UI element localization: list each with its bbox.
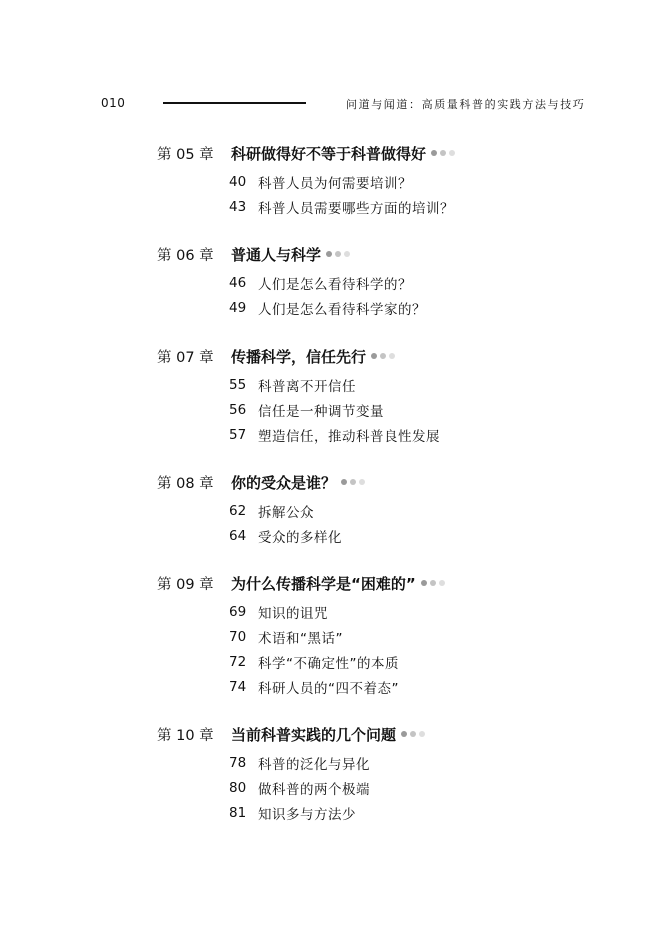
- chapter-dots-ornament: [371, 353, 395, 359]
- toc-entry: [229, 523, 617, 548]
- toc-entry: [229, 169, 617, 194]
- toc-entry: [229, 295, 617, 320]
- chapter-05: [157, 141, 617, 242]
- chapter-heading: [157, 722, 617, 746]
- chapter-10: [157, 722, 617, 825]
- entry-page-number: 46: [229, 274, 247, 291]
- toc-entry: [229, 270, 617, 295]
- chapter-label: 第 08 章: [157, 475, 214, 492]
- entry-title: 做科普的两个极端: [258, 781, 370, 798]
- entry-page-number: 72: [229, 653, 247, 670]
- entry-page-number: 43: [229, 198, 247, 215]
- chapter-label: 第 10 章: [157, 727, 214, 744]
- entry-page-number: 49: [229, 299, 247, 316]
- chapter-title: 传播科学，信任先行: [231, 347, 367, 366]
- chapter-title: 为什么传播科学是“困难的”: [231, 574, 416, 593]
- toc-entry: [229, 775, 617, 800]
- entry-title: 科研人员的“四不着态”: [258, 680, 399, 697]
- chapter-entries: [157, 750, 617, 825]
- entry-page-number: 57: [229, 426, 247, 443]
- chapter-heading: [157, 470, 617, 494]
- chapter-09: [157, 571, 617, 722]
- toc-entry: [229, 372, 617, 397]
- entry-title: 知识的诅咒: [258, 605, 328, 622]
- entry-title: 受众的多样化: [258, 529, 342, 546]
- chapter-heading: [157, 571, 617, 595]
- table-of-contents: [157, 141, 617, 825]
- entry-title: 人们是怎么看待科学的？: [258, 276, 412, 293]
- chapter-entries: [157, 498, 617, 548]
- entry-page-number: 55: [229, 376, 247, 393]
- entry-page-number: 56: [229, 401, 247, 418]
- entry-title: 信任是一种调节变量: [258, 403, 384, 420]
- chapter-title: 科研做得好不等于科普做得好: [231, 144, 427, 163]
- entry-title: 科学“不确定性”的本质: [258, 655, 399, 672]
- entry-page-number: 80: [229, 779, 247, 796]
- entry-page-number: 78: [229, 754, 247, 771]
- chapter-07: [157, 344, 617, 470]
- page-number: 010: [101, 96, 126, 110]
- entry-title: 科普的泛化与异化: [258, 756, 370, 773]
- chapter-entries: [157, 169, 617, 219]
- entry-page-number: 64: [229, 527, 247, 544]
- chapter-08: [157, 470, 617, 571]
- toc-entry: [229, 750, 617, 775]
- running-title: 问道与闻道：高质量科普的实践方法与技巧: [346, 98, 586, 111]
- toc-entry: [229, 194, 617, 219]
- entry-page-number: 62: [229, 502, 247, 519]
- entry-title: 科普离不开信任: [258, 378, 356, 395]
- chapter-label: 第 09 章: [157, 576, 214, 593]
- toc-entry: [229, 800, 617, 825]
- chapter-entries: [157, 599, 617, 699]
- entry-title: 科普人员为何需要培训？: [258, 175, 412, 192]
- chapter-entries: [157, 270, 617, 320]
- entry-title: 拆解公众: [258, 504, 314, 521]
- entry-page-number: 69: [229, 603, 247, 620]
- toc-entry: [229, 397, 617, 422]
- chapter-dots-ornament: [431, 150, 455, 156]
- chapter-label: 第 06 章: [157, 247, 214, 264]
- chapter-label: 第 07 章: [157, 349, 214, 366]
- chapter-dots-ornament: [341, 479, 365, 485]
- toc-entry: [229, 422, 617, 447]
- toc-entry: [229, 649, 617, 674]
- chapter-label: 第 05 章: [157, 146, 214, 163]
- toc-entry: [229, 624, 617, 649]
- entry-page-number: 81: [229, 804, 247, 821]
- chapter-dots-ornament: [326, 251, 350, 257]
- chapter-06: [157, 242, 617, 344]
- toc-entry: [229, 674, 617, 699]
- header-rule: [163, 102, 306, 104]
- page-header: [0, 96, 665, 116]
- entry-page-number: 74: [229, 678, 247, 695]
- entry-page-number: 40: [229, 173, 247, 190]
- entry-page-number: 70: [229, 628, 247, 645]
- entry-title: 知识多与方法少: [258, 806, 356, 823]
- chapter-dots-ornament: [421, 580, 445, 586]
- entry-title: 塑造信任，推动科普良性发展: [258, 428, 440, 445]
- chapter-dots-ornament: [401, 731, 425, 737]
- entry-title: 科普人员需要哪些方面的培训？: [258, 200, 454, 217]
- chapter-title: 你的受众是谁？: [231, 473, 337, 492]
- chapter-heading: [157, 141, 617, 165]
- chapter-title: 普通人与科学: [231, 245, 322, 264]
- toc-entry: [229, 599, 617, 624]
- entry-title: 术语和“黑话”: [258, 630, 343, 647]
- chapter-heading: [157, 242, 617, 266]
- toc-entry: [229, 498, 617, 523]
- chapter-title: 当前科普实践的几个问题: [231, 725, 397, 744]
- chapter-heading: [157, 344, 617, 368]
- entry-title: 人们是怎么看待科学家的？: [258, 301, 426, 318]
- chapter-entries: [157, 372, 617, 447]
